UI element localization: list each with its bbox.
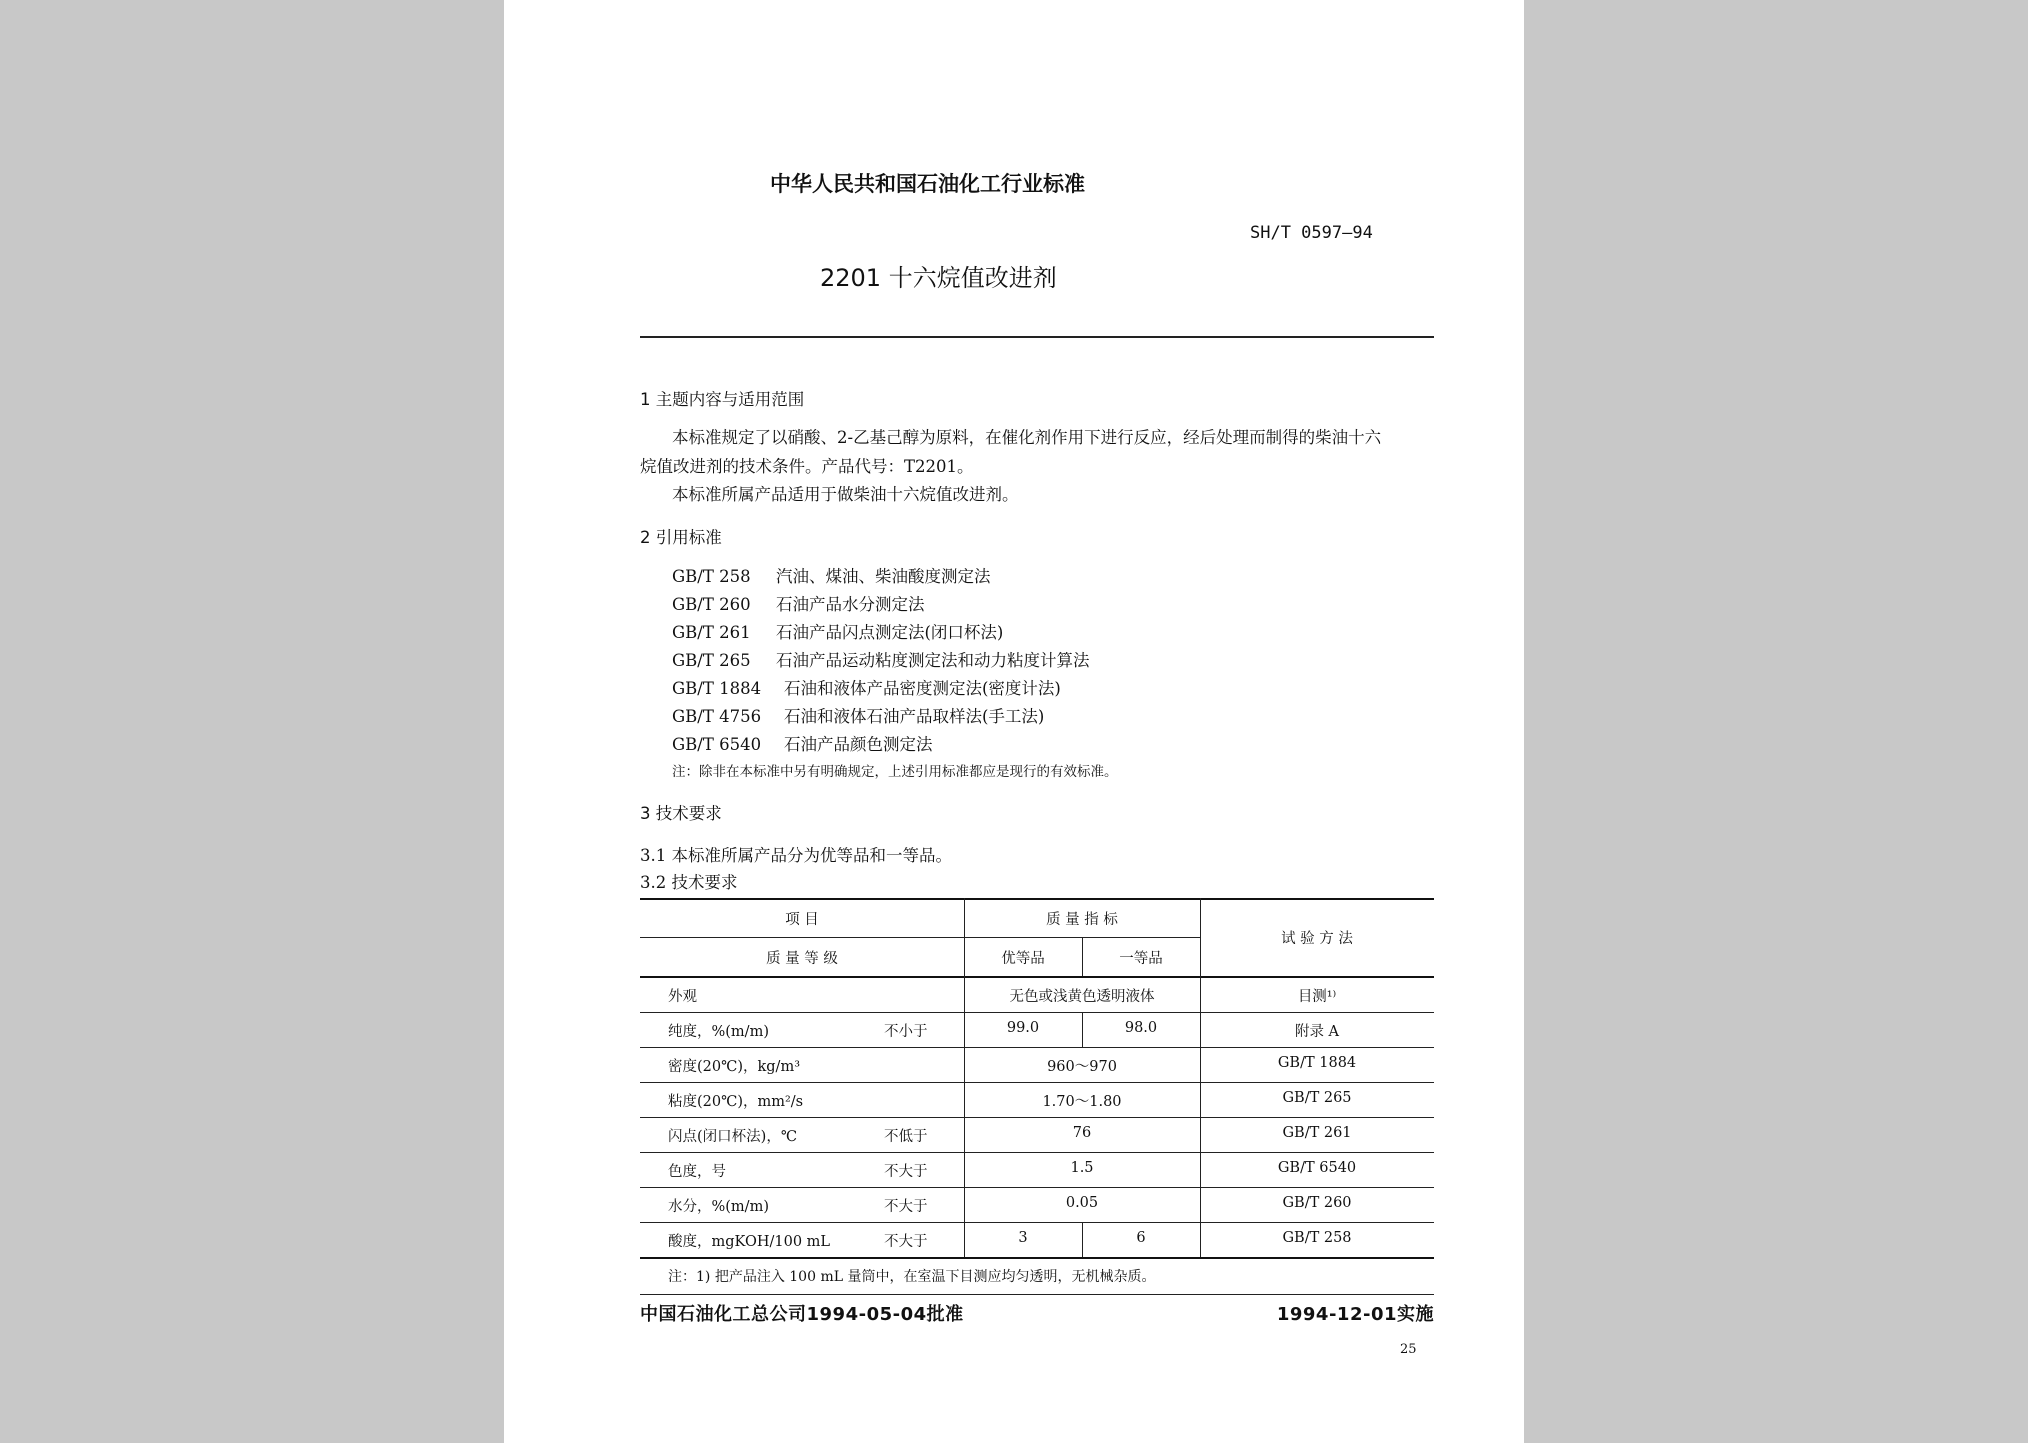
row-item: 色度，号 — [668, 1164, 726, 1180]
section-1-para-1-line-1: 本标准规定了以硝酸、2-乙基己醇为原料，在催化剂作用下进行反应，经后处理而制得的柴油十六 — [672, 428, 1382, 447]
section-3-heading: 3 技术要求 — [640, 804, 722, 823]
row-limit: 不小于 — [884, 1024, 928, 1040]
row-value-superior: 3 — [1018, 1230, 1028, 1246]
row-value: 0.05 — [1065, 1195, 1099, 1211]
title-rule — [640, 336, 1434, 338]
row-limit: 不大于 — [884, 1234, 928, 1250]
row-value: 76 — [1072, 1125, 1092, 1141]
table-rule — [640, 1222, 1434, 1223]
row-method: GB/T 1884 — [1277, 1055, 1357, 1071]
table-rule — [640, 937, 1200, 938]
row-item: 水分，%(m/m) — [668, 1199, 769, 1215]
row-item: 密度(20℃)，kg/m³ — [668, 1059, 801, 1075]
section-1-heading: 1 主题内容与适用范围 — [640, 390, 805, 409]
row-limit: 不大于 — [884, 1164, 928, 1180]
row-method: GB/T 265 — [1282, 1090, 1352, 1106]
effective-date: 1994-12-01实施 — [1276, 1304, 1434, 1325]
row-value-first: 6 — [1136, 1230, 1146, 1246]
header-quality-grade: 质 量 等 级 — [766, 951, 838, 967]
reference-item: GB/T 6540 石油产品颜色测定法 — [672, 735, 933, 754]
row-item: 酸度，mgKOH/100 mL — [668, 1234, 831, 1250]
table-rule — [640, 1047, 1434, 1048]
footer-rule — [640, 1294, 1434, 1295]
row-value: 无色或浅黄色透明液体 — [1009, 989, 1155, 1005]
page-number: 25 — [1400, 1342, 1417, 1357]
row-method: GB/T 6540 — [1277, 1160, 1357, 1176]
reference-item: GB/T 4756 石油和液体石油产品取样法(手工法) — [672, 707, 1045, 726]
reference-item: GB/T 265 石油产品运动粘度测定法和动力粘度计算法 — [672, 651, 1090, 670]
row-value: 1.5 — [1070, 1160, 1094, 1176]
table-rule — [640, 898, 1434, 900]
row-method: GB/T 260 — [1282, 1195, 1352, 1211]
header-quality-index: 质 量 指 标 — [1046, 912, 1118, 928]
table-rule — [640, 1117, 1434, 1118]
section-2-heading: 2 引用标准 — [640, 528, 722, 547]
row-method: GB/T 258 — [1282, 1230, 1352, 1246]
row-method: 目测¹⁾ — [1297, 989, 1337, 1005]
row-method: 附录 A — [1294, 1024, 1340, 1040]
section-1-para-2: 本标准所属产品适用于做柴油十六烷值改进剂。 — [672, 485, 1019, 504]
document-title: 2201 十六烷值改进剂 — [820, 264, 1057, 292]
table-rule — [640, 1152, 1434, 1153]
references-note: 注：除非在本标准中另有明确规定，上述引用标准都应是现行的有效标准。 — [672, 764, 1118, 780]
row-value: 960～970 — [1047, 1059, 1117, 1075]
row-value-first: 98.0 — [1124, 1020, 1158, 1036]
table-rule — [640, 1082, 1434, 1083]
table-rule — [640, 1257, 1434, 1259]
row-limit: 不大于 — [884, 1199, 928, 1215]
row-item: 闪点(闭口杯法)，℃ — [668, 1129, 798, 1145]
header-superior-grade: 优等品 — [1001, 951, 1045, 967]
row-limit: 不低于 — [884, 1129, 928, 1145]
section-3-1: 3.1 本标准所属产品分为优等品和一等品。 — [640, 846, 952, 865]
row-item: 纯度，%(m/m) — [668, 1024, 769, 1040]
row-item: 粘度(20℃)，mm²/s — [668, 1094, 804, 1110]
reference-item: GB/T 261 石油产品闪点测定法(闭口杯法) — [672, 623, 1004, 642]
row-method: GB/T 261 — [1282, 1125, 1352, 1141]
section-1-para-1-line-2: 烷值改进剂的技术条件。产品代号：T2201。 — [640, 457, 974, 476]
table-rule — [640, 1012, 1434, 1013]
row-value: 1.70～1.80 — [1042, 1094, 1122, 1110]
section-3-2: 3.2 技术要求 — [640, 873, 738, 892]
document-page — [504, 0, 1524, 1443]
table-rule — [640, 976, 1434, 978]
table-rule — [640, 1187, 1434, 1188]
row-item: 外观 — [668, 989, 697, 1005]
table-note: 注：1) 把产品注入 100 mL 量筒中，在室温下目测应均匀透明，无机械杂质。 — [668, 1269, 1156, 1285]
reference-item: GB/T 1884 石油和液体产品密度测定法(密度计法) — [672, 679, 1061, 698]
standard-category-title: 中华人民共和国石油化工行业标准 — [770, 172, 1085, 196]
row-value-superior: 99.0 — [1006, 1020, 1040, 1036]
approval-line: 中国石油化工总公司1994-05-04批准 — [640, 1304, 964, 1325]
header-item: 项 目 — [785, 912, 819, 928]
header-first-grade: 一等品 — [1119, 951, 1163, 967]
header-test-method: 试 验 方 法 — [1281, 931, 1353, 947]
reference-item: GB/T 260 石油产品水分测定法 — [672, 595, 925, 614]
standard-code: SH/T 0597—94 — [1250, 223, 1373, 243]
reference-item: GB/T 258 汽油、煤油、柴油酸度测定法 — [672, 567, 991, 586]
